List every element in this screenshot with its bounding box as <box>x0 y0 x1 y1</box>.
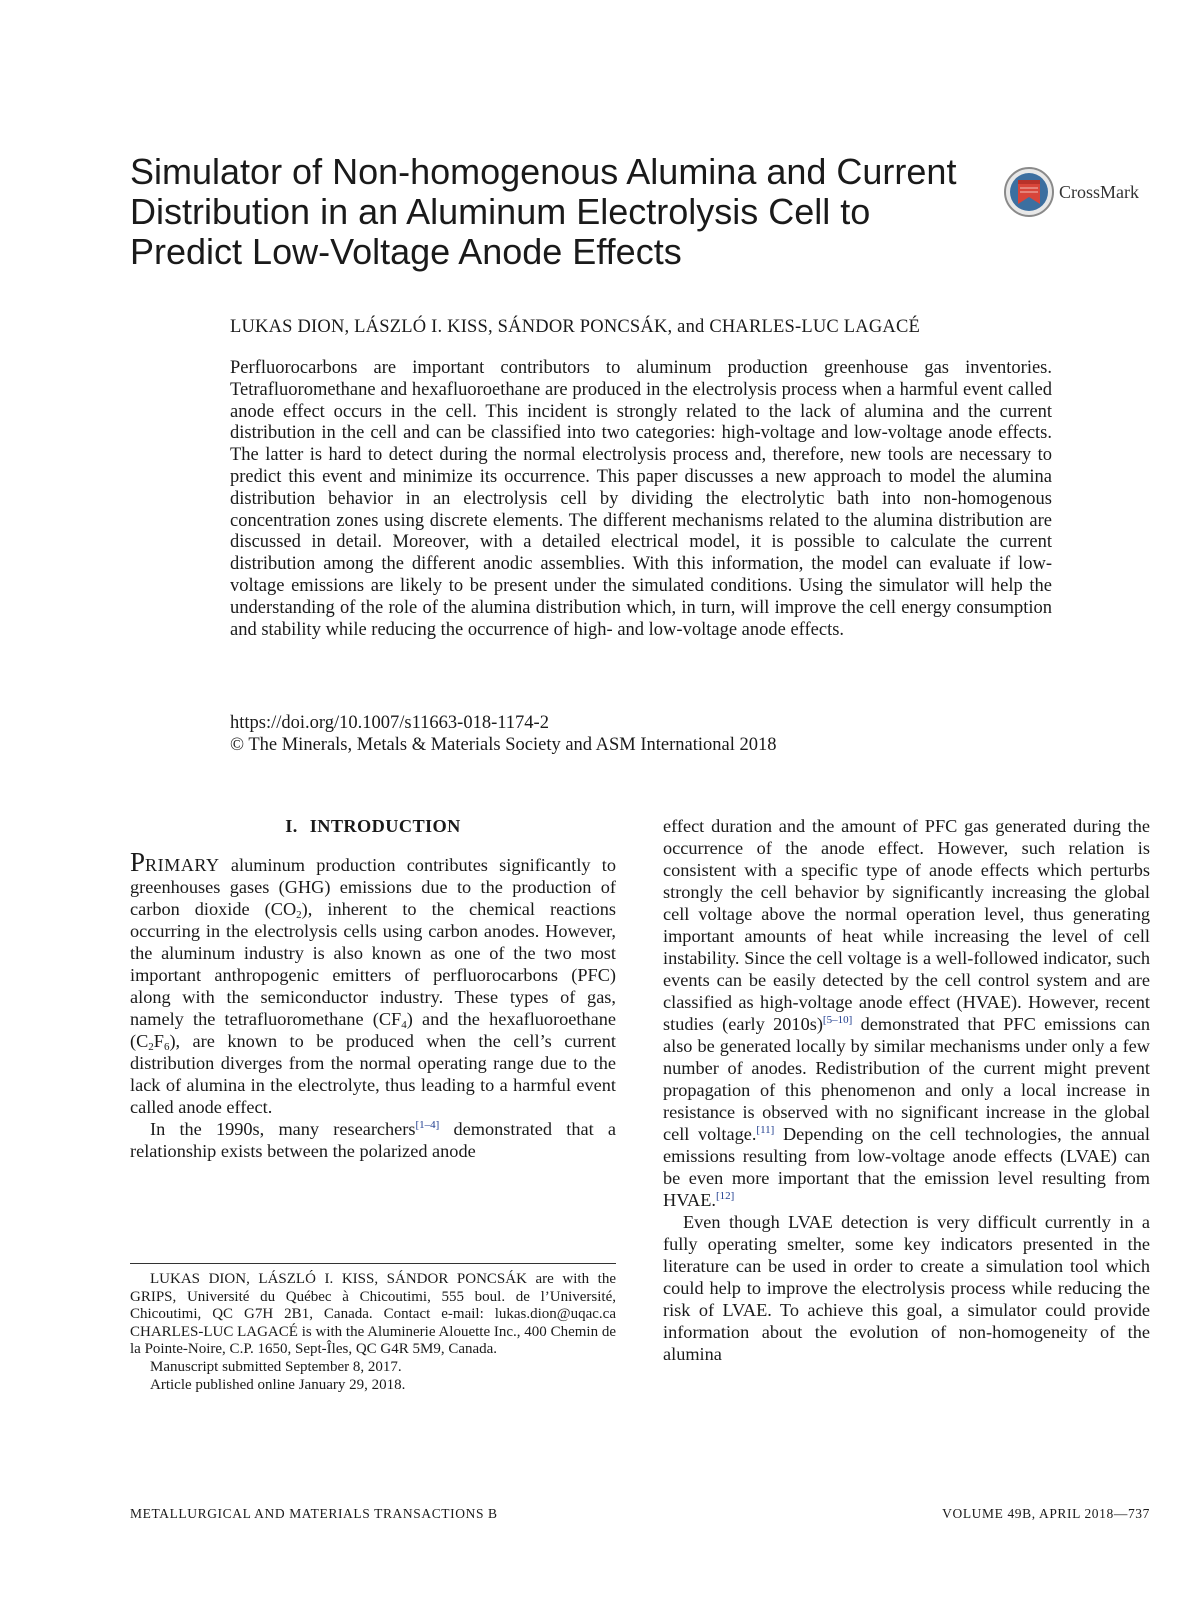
paragraph-text: ) and the hexafluoroethane (C <box>130 1009 617 1051</box>
paragraph-text: ), inherent to the chemical reactions occurring in the electrolysis cells using carbon anodes. However, the aluminum industry is also known as one of the two most important anthropogenic emitters of perfluorocarbons (PFC) along with the semiconductor industry. These types of gas, namely the tetrafluoromethane (CF <box>130 899 617 1029</box>
drop-cap: P <box>130 847 146 877</box>
crossmark-label: CrossMark <box>1059 181 1139 202</box>
citation-link[interactable]: [1–4] <box>415 1119 440 1131</box>
doi-link[interactable]: https://doi.org/10.1007/s11663-018-1174-2 <box>230 713 549 733</box>
section-number: I. <box>285 816 298 836</box>
subscript: 2 <box>148 1041 154 1053</box>
submitted-date: Manuscript submitted September 8, 2017. <box>150 1358 402 1375</box>
right-column <box>663 815 1150 1365</box>
paragraph-text: ), are known to be produced when the cell’s current distribution diverges from the normal operating range due to the lack of alumina in the electrolyte, thus leading to a harmful event called anode effect. <box>130 1031 616 1117</box>
left-column <box>130 815 616 1162</box>
paragraph-text: effect duration and the amount of PFC gas generated during the occurrence of the anode effect. However, such relation is consistent with a specific type of anode effects which perturbs strongly the cell behavior by significantly increasing the global cell voltage above the normal operation level, thus generating important amounts of heat while increasing the level of cell instability. Since the cell voltage is a well-followed indicator, such events can be easily detected by the cell control system and are classified as high-voltage anode effect (HVAE). However, recent studies (early 2010s) <box>663 816 1150 1034</box>
paragraph-text: F <box>153 1031 164 1051</box>
subscript: 6 <box>163 1041 170 1053</box>
footnote <box>130 1271 616 1394</box>
crossmark-icon <box>1003 166 1055 218</box>
citation-link[interactable]: [5–10] <box>822 1014 853 1026</box>
paragraph-text: demonstrated that a relationship exists between the polarized anode <box>130 1119 616 1161</box>
citation-link[interactable]: [11] <box>756 1124 775 1136</box>
paragraph-text: aluminum production contributes significantly to greenhouses gases (GHG) emissions due to the production of carbon dioxide (CO <box>130 855 616 919</box>
intro-paragraph-2 <box>130 1118 616 1162</box>
small-caps-lead: RIMARY <box>145 855 220 875</box>
crossmark-badge[interactable] <box>1003 166 1139 218</box>
paragraph-text: demonstrated that PFC emissions can also be generated locally by similar mechanisms under only a few number of anodes. Redistribution of the current might prevent propagation of this phenomenon and only a local increase in resistance is observed with no significant increase in the global cell voltage. <box>663 1014 1151 1144</box>
volume-page: VOLUME 49B, APRIL 2018—737 <box>942 1506 1150 1521</box>
paper-title: Simulator of Non-homogenous Alumina and Current Distribution in an Aluminum Electrolysis Cell to Predict Low-Voltage Anode Effects <box>130 151 957 272</box>
published-date: Article published online January 29, 2018. <box>150 1376 406 1393</box>
intro-paragraph-4: Even though LVAE detection is very difficult currently in a fully operating smelter, some key indicators presented in the literature can be used in order to create a simulation tool which could help to improve the electrolysis process while reducing the risk of LVAE. To achieve this goal, a simulator could provide information about the evolution of non-homogeneity of the alumina <box>663 1212 1150 1364</box>
author-list: LUKAS DION, LÁSZLÓ I. KISS, SÁNDOR PONCSÁK, and CHARLES-LUC LAGACÉ <box>230 317 921 337</box>
intro-paragraph-1 <box>130 847 617 1118</box>
affiliation-note: LUKAS DION, LÁSZLÓ I. KISS, SÁNDOR PONCSÁK are with the GRIPS, Université du Québec à Chicoutimi, 555 boul. de l’Université, Chicoutimi, QC G7H 2B1, Canada. Contact e-mail: lukas.dion@uqac.ca CHARLES-LUC LAGACÉ is with the Aluminerie Alouette Inc., 400 Chemin de la Pointe-Noire, C.P. 1650, Sept-Îles, QC G4R 5M9, Canada. <box>130 1271 616 1358</box>
subscript: 4 <box>401 1019 407 1031</box>
subscript: 2 <box>296 909 302 921</box>
section-heading <box>130 815 616 837</box>
abstract: Perfluorocarbons are important contributors to aluminum production greenhouse gas inventories. Tetrafluoromethane and hexafluoroethane are produced in the electrolysis process when a harmful event called anode effect occurs in the cell. This incident is strongly related to the lack of alumina and the current distribution in the cell and can be classified into two categories: high-voltage and low-voltage anode effects. The latter is hard to detect during the normal electrolysis process and, therefore, new tools are necessary to predict this event and minimize its occurrence. This paper discusses a new approach to model the alumina distribution behavior in an electrolysis cell by dividing the electrolytic bath into non-homogenous concentration zones using discrete elements. The different mechanisms related to the alumina distribution are discussed in detail. Moreover, with a detailed electrical model, it is possible to calculate the current distribution among the different anodic assemblies. With this information, the model can evaluate if low-voltage emissions are likely to be present under the simulated conditions. Using the simulator will help the understanding of the role of the alumina distribution which, in turn, will improve the cell energy consumption and stability while reducing the occurrence of high- and low-voltage anode effects. <box>230 358 1052 640</box>
paragraph-text: Depending on the cell technologies, the annual emissions resulting from low-voltage anode effects (LVAE) can be even more important that the emission level resulting from HVAE. <box>663 1124 1150 1210</box>
paragraph-text: In the 1990s, many researchers <box>150 1119 416 1139</box>
copyright-notice: © The Minerals, Metals & Materials Society and ASM International 2018 <box>230 735 777 755</box>
journal-name: METALLURGICAL AND MATERIALS TRANSACTIONS B <box>130 1506 498 1521</box>
footnote-divider <box>130 1263 616 1264</box>
intro-paragraph-3 <box>663 815 1150 1211</box>
section-title: INTRODUCTION <box>309 816 461 836</box>
citation-link[interactable]: [12] <box>716 1190 735 1202</box>
